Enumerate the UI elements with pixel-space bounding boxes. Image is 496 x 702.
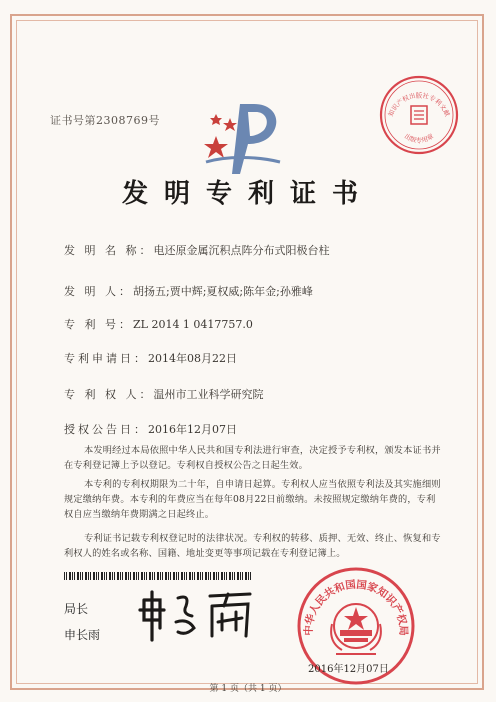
- grant-date-row: [64, 421, 237, 437]
- svg-text:知识产权出版社专利文献: 知识产权出版社专利文献: [386, 91, 452, 118]
- inventor-value: 胡扬五;贾中辉;夏权威;陈年金;孙雅峰: [133, 285, 313, 298]
- publisher-stamp-icon: [378, 74, 460, 156]
- director-name: 申长雨: [64, 628, 101, 642]
- seal-text: 中华人民共和国国家知识产权局: [302, 578, 410, 636]
- patentee-label: 专 利 权 人：: [64, 388, 154, 401]
- filing-date-value: 2014年08月22日: [148, 352, 237, 365]
- paragraph-grant-notice: 本发明经过本局依照中华人民共和国专利法进行审查，决定授予专利权，颁发本证书并在专利登记簿上予以登记。专利权自授权公告之日起生效。: [64, 445, 441, 471]
- invention-name-value: 电还原金属沉积点阵分布式阳极台柱: [153, 244, 330, 257]
- director-title: 局长: [64, 602, 89, 616]
- svg-text:出版专用章: 出版专用章: [403, 132, 435, 145]
- page-footer: 第 1 页（共 1 页）: [209, 684, 287, 694]
- seal-date: 2016年12月07日: [308, 664, 389, 675]
- patent-number-value: ZL 2014 1 0417757.0: [133, 318, 253, 331]
- invention-name-row: [64, 242, 330, 258]
- paragraph-term-fees: 本专利的专利权期限为二十年，自申请日起算。专利权人应当依照专利法及其实施细则规定缴纳年费。本专利的年费应当在每年08月22日前缴纳。未按照规定缴纳年费的，专利权自应当缴纳年费期满之日起终止。: [64, 479, 441, 520]
- invention-name-label: 发 明 名 称：: [64, 244, 154, 257]
- grant-date-value: 2016年12月07日: [148, 423, 237, 436]
- cnipa-logo-icon: [196, 96, 288, 178]
- barcode: [64, 572, 252, 580]
- patent-number-label: 专 利 号：: [64, 318, 133, 331]
- patent-number-row: [64, 316, 253, 332]
- patentee-value: 温州市工业科学研究院: [153, 388, 264, 401]
- certificate-title: 发明专利证书: [121, 179, 374, 209]
- paragraph-legal-status: 专利证书记载专利权登记时的法律状况。专利权的转移、质押、无效、终止、恢复和专利权人的姓名或名称、国籍、地址变更等事项记载在专利登记簿上。: [64, 533, 441, 559]
- certificate-number: 证书号第2308769号: [50, 114, 160, 127]
- patentee-row: [64, 386, 264, 402]
- inventor-label: 发 明 人：: [64, 285, 133, 298]
- director-signature: [138, 588, 258, 644]
- grant-date-label: 授权公告日：: [64, 423, 148, 436]
- filing-date-row: [64, 350, 237, 366]
- inventor-row: [64, 283, 313, 299]
- filing-date-label: 专利申请日：: [64, 352, 148, 365]
